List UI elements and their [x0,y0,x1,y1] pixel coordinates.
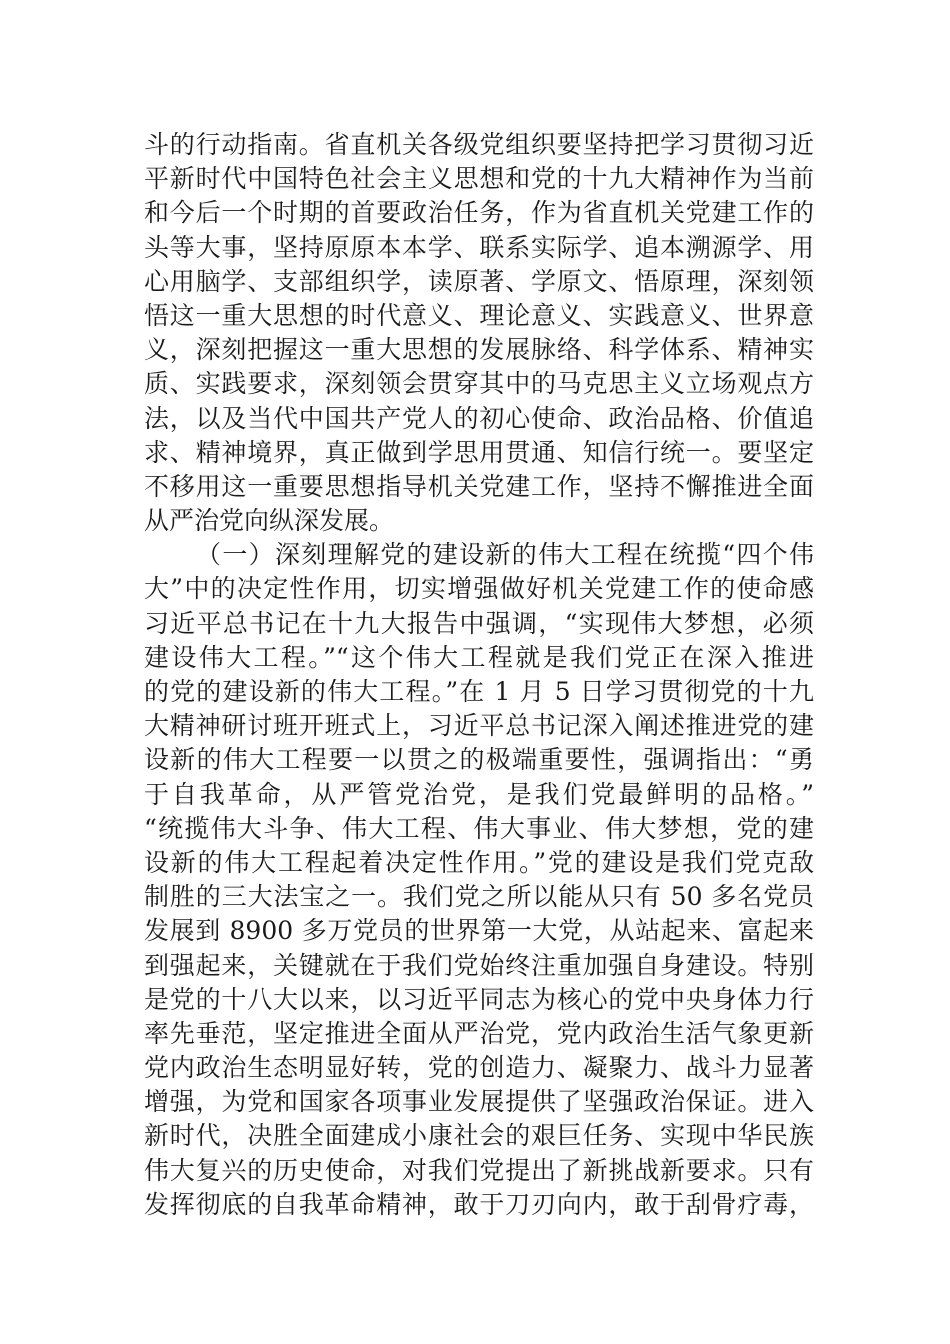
paragraph-line: “统揽伟大斗争、伟大工程、伟大事业、伟大梦想，党的建 [144,813,814,843]
paragraph-line: 法，以及当代中国共产党人的初心使命、政治品格、价值追 [144,403,814,433]
paragraph-line: 大”中的决定性作用，切实增强做好机关党建工作的使命感 [144,574,814,604]
paragraph-line: 发展到 8900 多万党员的世界第一大党，从站起来、富起来 [144,916,814,946]
paragraph-line: 悟这一重大思想的时代意义、理论意义、实践意义、世界意 [144,300,814,330]
paragraph-line: 于自我革命，从严管党治党，是我们党最鲜明的品格。” [144,779,814,809]
paragraph-line: 求、精神境界，真正做到学思用贯通、知信行统一。要坚定 [144,437,814,467]
paragraph-line: 制胜的三大法宝之一。我们党之所以能从只有 50 多名党员 [144,882,814,912]
paragraph-line: 从严治党向纵深发展。 [144,506,395,536]
paragraph-line: 发挥彻底的自我革命精神，敢于刀刃向内，敢于刮骨疗毒， [144,1189,814,1219]
paragraph-line: 不移用这一重要思想指导机关党建工作，坚持不懈推进全面 [144,471,814,501]
paragraph-line: 和今后一个时期的首要政治任务，作为省直机关党建工作的 [144,198,814,228]
section-heading-line: （一）深刻理解党的建设新的伟大工程在统揽“四个伟 [196,540,814,570]
paragraph-line: 建设伟大工程。”“这个伟大工程就是我们党正在深入推进 [144,642,814,672]
paragraph-line: 斗的行动指南。省直机关各级党组织要坚持把学习贯彻习近 [144,130,814,159]
paragraph-line: 党内政治生态明显好转，党的创造力、凝聚力、战斗力显著 [144,1053,814,1083]
paragraph-line: 新时代，决胜全面建成小康社会的艰巨任务、实现中华民族 [144,1121,814,1151]
paragraph-line: 率先垂范，坚定推进全面从严治党，党内政治生活气象更新 [144,1018,814,1048]
paragraph-line: 质、实践要求，深刻领会贯穿其中的马克思主义立场观点方 [144,369,814,399]
paragraph-line: 大精神研讨班开班式上，习近平总书记深入阐述推进党的建 [144,711,814,741]
paragraph-line: 伟大复兴的历史使命，对我们党提出了新挑战新要求。只有 [144,1155,814,1185]
paragraph-line: 心用脑学、支部组织学，读原著、学原文、悟原理，深刻领 [144,266,814,296]
paragraph-line: 是党的十八大以来，以习近平同志为核心的党中央身体力行 [144,984,814,1014]
paragraph-line: 设新的伟大工程要一以贯之的极端重要性，强调指出：“勇 [144,745,814,775]
paragraph-line: 增强，为党和国家各项事业发展提供了坚强政治保证。进入 [144,1087,814,1117]
paragraph-line: 头等大事，坚持原原本本学、联系实际学、追本溯源学、用 [144,232,814,262]
paragraph-line: 习近平总书记在十九大报告中强调，“实现伟大梦想，必须 [144,608,814,638]
document-body-text [144,128,814,1222]
paragraph-line: 平新时代中国特色社会主义思想和党的十九大精神作为当前 [144,164,814,194]
paragraph-line: 的党的建设新的伟大工程。”在 1 月 5 日学习贯彻党的十九 [144,677,814,706]
paragraph-line: 设新的伟大工程起着决定性作用。”党的建设是我们党克敌 [144,847,814,877]
paragraph-line: 到强起来，关键就在于我们党始终注重加强自身建设。特别 [144,950,814,980]
paragraph-line: 义，深刻把握这一重大思想的发展脉络、科学体系、精神实 [144,335,814,365]
